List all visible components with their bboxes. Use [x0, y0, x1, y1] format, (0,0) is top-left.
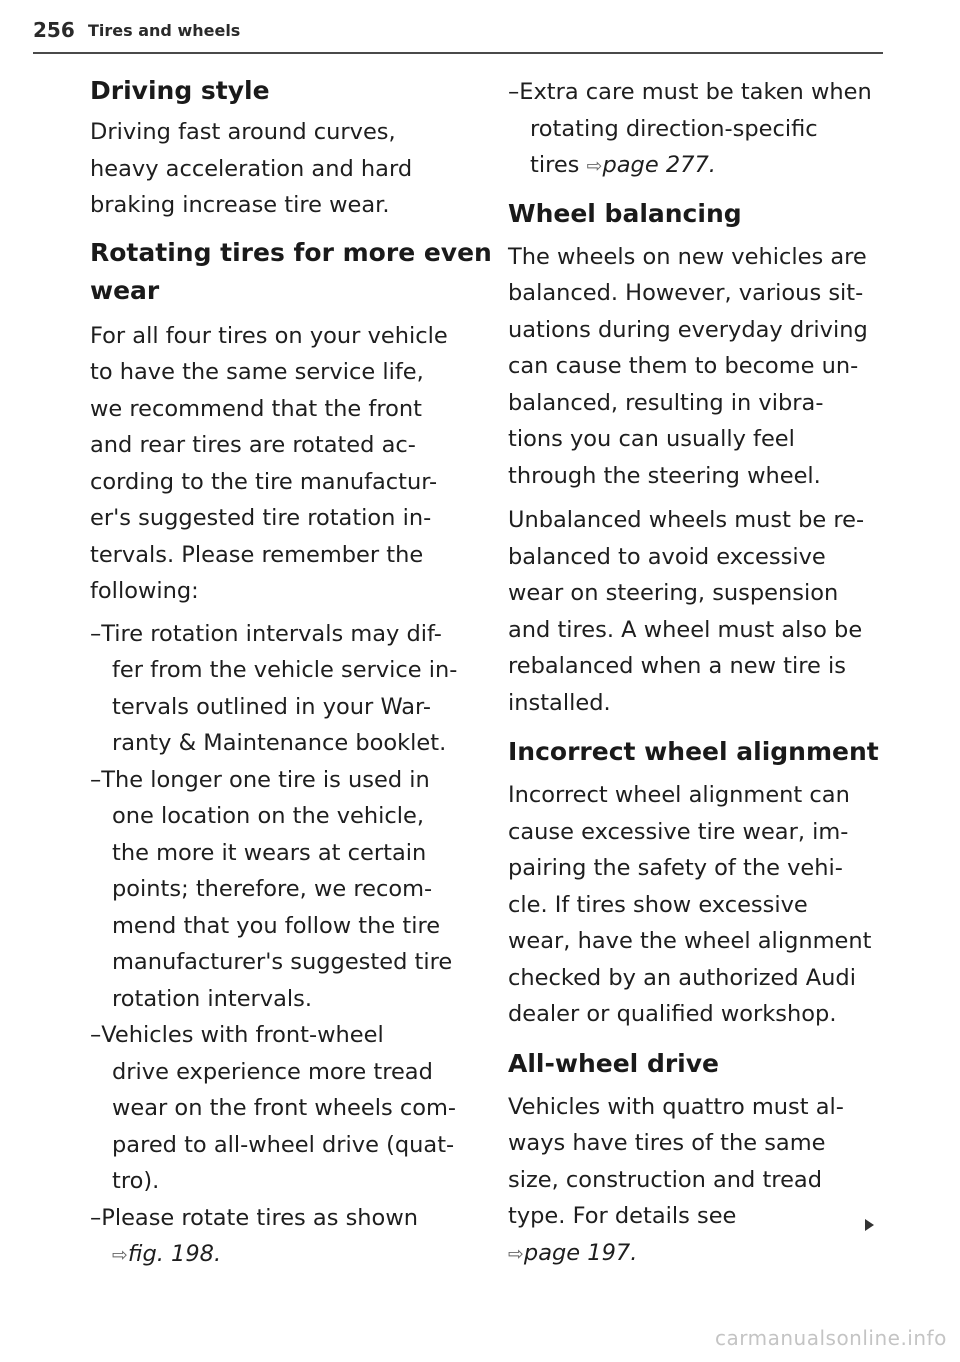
text-line: er's suggested tire rotation in-: [90, 505, 432, 531]
text-line: and rear tires are rotated ac-: [90, 432, 416, 458]
text-line: [508, 147, 948, 185]
arrow-right-icon: ⇨: [112, 1244, 128, 1266]
text-line: balanced to avoid excessive: [508, 543, 826, 570]
text-line: tions you can usually feel: [508, 426, 795, 452]
list-item: [90, 762, 530, 1018]
page-reference[interactable]: page 197.: [523, 1239, 638, 1266]
text-line: can cause them to become un-: [508, 353, 859, 379]
header-rule: [33, 52, 883, 54]
all-wheel-drive-text: [508, 1089, 948, 1273]
wheel-alignment-text: [508, 777, 948, 1033]
heading-wheel-balancing: Wheel balancing: [508, 198, 742, 228]
text-line: size, construction and tread: [508, 1166, 822, 1193]
right-column: [508, 72, 948, 1272]
wheel-balancing-text: [508, 239, 948, 495]
text-line: type. For details see: [508, 1203, 737, 1229]
text-line: the more it wears at certain: [112, 839, 427, 866]
heading-all-wheel-drive: All-wheel drive: [508, 1048, 719, 1078]
text-line: ranty & Maintenance booklet.: [112, 730, 447, 756]
list-item: [508, 74, 948, 185]
text-line: drive experience more tread: [112, 1058, 433, 1085]
text-line: pared to all-wheel drive (quat-: [112, 1131, 455, 1158]
figure-reference[interactable]: fig. 198.: [127, 1241, 222, 1267]
text-line: mend that you follow the tire: [112, 912, 441, 939]
text-line: through the steering wheel.: [508, 462, 821, 489]
watermark: carmanualsonline.info: [715, 1326, 947, 1350]
text-line: installed.: [508, 689, 611, 716]
text-line: checked by an authorized Audi: [508, 964, 856, 991]
text-line: The wheels on new vehicles are: [508, 243, 867, 270]
text-line: one location on the vehicle,: [112, 803, 424, 829]
text-line: to have the same service life,: [90, 359, 424, 385]
cross-reference[interactable]: [90, 1236, 530, 1274]
page-reference[interactable]: page 277.: [602, 152, 716, 178]
text-fragment: tires: [530, 152, 580, 178]
text-line: tervals. Please remember the: [90, 541, 424, 568]
text-line: Vehicles with quattro must al-: [508, 1093, 844, 1120]
text-line: rotation intervals.: [112, 985, 313, 1012]
text-line: Incorrect wheel alignment can: [508, 782, 850, 808]
text-line: points; therefore, we recom-: [112, 876, 433, 902]
text-line: wear on the front wheels com-: [112, 1095, 457, 1121]
text-line: rotating direction-specific: [530, 115, 818, 142]
list-item: [90, 1200, 530, 1274]
text-line: –Tire rotation intervals may dif-: [90, 620, 442, 647]
text-line: –Vehicles with front-wheel: [90, 1022, 384, 1048]
text-line: following:: [90, 578, 199, 604]
text-line: heavy acceleration and hard: [90, 155, 413, 182]
page-number: 256: [33, 18, 75, 42]
text-line: ways have tires of the same: [508, 1130, 826, 1156]
text-line: cause excessive tire wear, im-: [508, 818, 849, 845]
section-title: Tires and wheels: [88, 21, 241, 40]
text-line: rebalanced when a new tire is: [508, 653, 846, 679]
heading-wheel-alignment: Incorrect wheel alignment: [508, 737, 879, 766]
text-line: cle. If tires show excessive: [508, 891, 808, 918]
unbalanced-wheels-text: [508, 502, 948, 721]
text-line: balanced, resulting in vibra-: [508, 389, 824, 416]
heading-line: wear: [90, 275, 160, 305]
arrow-right-icon: ⇨: [586, 155, 603, 177]
text-line: –Extra care must be taken when: [508, 79, 872, 105]
continue-arrow-icon: [865, 1219, 874, 1231]
text-line: uations during everyday driving: [508, 316, 868, 343]
heading-rotating-tires: [90, 234, 530, 310]
text-line: Driving fast around curves,: [90, 119, 396, 145]
rotating-tires-text: [90, 318, 530, 610]
text-line: fer from the vehicle service in-: [112, 657, 458, 683]
cross-reference[interactable]: [508, 1235, 948, 1273]
left-column: [90, 72, 530, 1274]
text-line: –The longer one tire is used in: [90, 766, 430, 793]
driving-style-text: [90, 114, 530, 224]
text-line: For all four tires on your vehicle: [90, 322, 448, 349]
text-line: and tires. A wheel must also be: [508, 616, 863, 643]
text-line: balanced. However, various sit-: [508, 280, 864, 306]
list-item: [90, 616, 530, 762]
page-header: [33, 18, 883, 54]
text-line: manufacturer's suggested tire: [112, 949, 453, 975]
text-line: we recommend that the front: [90, 395, 422, 422]
text-line: braking increase tire wear.: [90, 192, 390, 218]
text-line: pairing the safety of the vehi-: [508, 855, 843, 881]
text-line: wear, have the wheel alignment: [508, 928, 872, 954]
text-line: –Please rotate tires as shown: [90, 1204, 418, 1231]
arrow-right-icon: ⇨: [508, 1242, 524, 1265]
text-line: Unbalanced wheels must be re-: [508, 507, 865, 533]
text-line: wear on steering, suspension: [508, 580, 839, 606]
text-line: cording to the tire manufactur-: [90, 468, 438, 495]
text-line: tro).: [112, 1168, 160, 1194]
heading-line: Rotating tires for more even: [90, 237, 492, 267]
list-item: [90, 1017, 530, 1200]
heading-driving-style: Driving style: [90, 76, 270, 105]
text-line: tervals outlined in your War-: [112, 693, 431, 720]
text-line: dealer or qualified workshop.: [508, 1001, 837, 1027]
